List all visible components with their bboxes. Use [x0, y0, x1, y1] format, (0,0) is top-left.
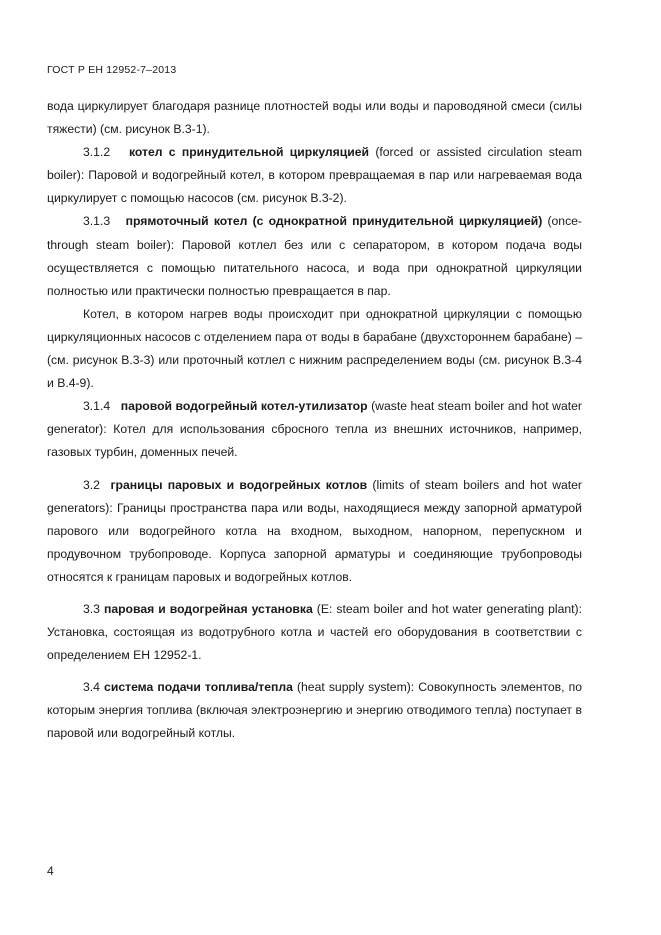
- clause-number: 3.2: [83, 477, 100, 492]
- defined-term: паровая и водогрейная установка: [103, 601, 313, 616]
- clause-number: 3.3: [83, 601, 100, 616]
- clause-number: 3.4: [83, 680, 100, 695]
- defined-term: котел с принудительной циркуляцией: [128, 145, 370, 160]
- defined-term: границы паровых и водогрейных котлов: [110, 477, 368, 492]
- document-body: [47, 95, 582, 746]
- definition-text: (once-through steam boiler): Паровой котлел без или с сепаратором, в котором подача воды осуществляется с помощью питательного насоса, и вода при однократной циркуляции полностью или практически полностью превращается в пар.: [47, 214, 582, 298]
- definition-text: (forced or assisted circulation steam boiler): Паровой и водогрейный котел, в котором превращаемая в пар или нагреваемая вода циркулирует с помощью насосов (см. рисунок В.3-2).: [47, 145, 582, 206]
- clause-number: 3.1.3: [83, 214, 111, 229]
- definition-text: (heat supply system): Совокупность элементов, по которым энергия топлива (включая электроэнергию и энергию отводимого тепла) поступает в паровой или водогрейный котлы.: [47, 680, 582, 741]
- definition-3-1-3: [47, 210, 582, 302]
- definition-3-1-4: [47, 395, 582, 464]
- definition-text: (E: steam boiler and hot water generating plant): Установка, состоящая из водотрубного котла и частей его оборудования в соответствии с определением ЕН 12952-1.: [47, 601, 582, 663]
- definition-text: (waste heat steam boiler and hot water generator): Котел для использования сбросного тепла из внешних источников, например, газовых турбин, доменных печей.: [47, 399, 582, 460]
- defined-term: паровой водогрейный котел-утилизатор: [120, 399, 368, 414]
- definition-3-4: [47, 676, 582, 745]
- clause-number: 3.1.2: [83, 145, 111, 160]
- definition-text: (limits of steam boilers and hot water generators): Границы пространства пара или воды, находящиеся между запорной арматурой парового или водогрейного котла на входном, выходном, напорном, перепускном и продувочном трубопроводе. Корпуса запорной арматуры и соединяющие трубопроводы относятся к границам паровых и водогрейных котлов.: [47, 477, 582, 584]
- clause-number: 3.1.4: [83, 399, 111, 414]
- defined-term: система подачи топлива/тепла: [104, 680, 293, 695]
- definition-3-1-2: [47, 141, 582, 210]
- paragraph-note: Котел, в котором нагрев воды происходит при однократной циркуляции с помощью циркуляционных насосов с отделением пара от воды в барабане (двухстороннем барабане) – (см. рисунок В.3-3) или проточный котлел с нижним распределением воды (см. рисунок В.3-4 и В.4-9).: [47, 306, 582, 391]
- definition-3-3: [47, 598, 582, 667]
- paragraph-continuation: вода циркулирует благодаря разнице плотностей воды или воды и пароводяной смеси (силы тяжести) (см. рисунок В.3-1).: [47, 99, 582, 137]
- definition-3-2: [47, 474, 582, 589]
- page-number: 4: [47, 864, 54, 878]
- defined-term: прямоточный котел (с однократной принудительной циркуляцией): [125, 214, 543, 229]
- document-header: ГОСТ Р ЕН 12952-7–2013: [47, 64, 177, 76]
